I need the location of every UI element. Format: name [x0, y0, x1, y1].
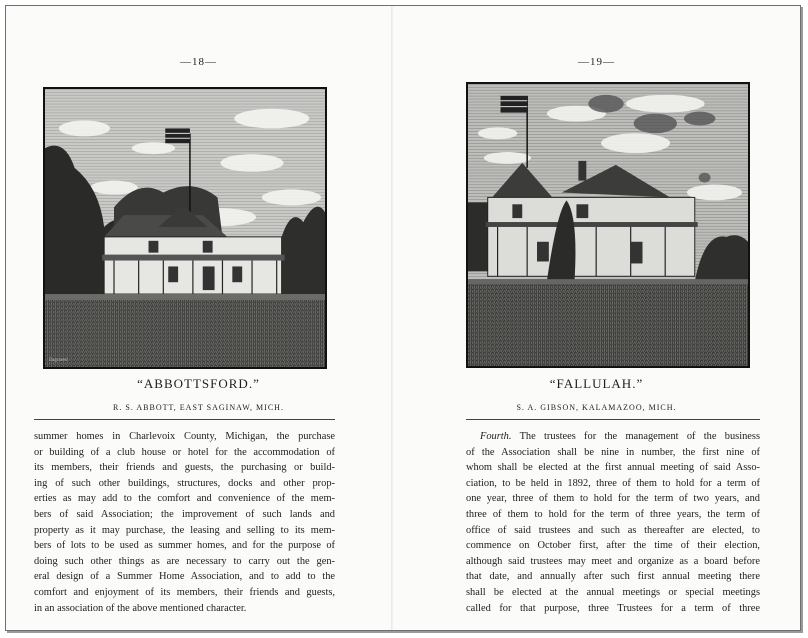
body-text [34, 429, 335, 616]
abbottsford-engraving [43, 87, 327, 369]
right-page [393, 6, 800, 630]
text-line: one year, three of them to hold for the term of two years, and [466, 493, 760, 505]
body-text [466, 429, 760, 616]
page-number: —18— [180, 56, 217, 68]
text-line: ing of such other buildings, structures, docks and other prop- [34, 477, 335, 489]
text-line: bers of said Association; the improvement of such lands and [34, 508, 335, 520]
text-line: summer homes in Charlevoix County, Michigan, the purchase [34, 431, 335, 442]
text-line: although said trustees may meet and organize as a board before [466, 555, 760, 567]
text-line: comfort and enjoyment of its members, their friends and guests, [34, 586, 335, 598]
text-line: of the Association shall be nine in number, the first nine of [466, 446, 760, 458]
left-page [6, 6, 391, 630]
section-label: Fourth. [480, 431, 512, 442]
text-line: that date, and annually after such first annual meeting there [466, 571, 760, 583]
text-line: erties as may add to the comfort and convenience of the mem- [34, 493, 335, 505]
text-line [466, 429, 760, 445]
text-line: office of said trustees and such as thereafter are elected, to [466, 524, 760, 536]
text-line: bers of lots to be used as summer homes, and for the purpose of [34, 540, 335, 552]
cottage-illustration [468, 84, 748, 366]
fallulah-engraving [466, 82, 750, 368]
text-line: three of them to hold for the term of three years, the term of [466, 508, 760, 520]
divider-rule [466, 419, 760, 420]
engraver-mark: Engraved [48, 358, 68, 364]
plate-owner: R. S. ABBOTT, EAST SAGINAW, MICH. [113, 403, 284, 412]
text-line: or building of a club house or hotel for the accommodation of [34, 446, 335, 458]
text-line: doing such other things as are necessary to carry out the gen- [34, 555, 335, 567]
page-number: —19— [578, 56, 615, 68]
divider-rule [34, 419, 335, 420]
text-line: called for that purpose, three Trustees for a term of three [466, 602, 760, 614]
text-line: eral design of a Summer Home Association, and to add to the [34, 571, 335, 583]
text-line: property as it may purchase, the leasing and selling to its mem- [34, 524, 335, 536]
first-line-text: The trustees for the management of the business [511, 431, 760, 442]
text-line: ciation, to be held in 1892, three of them to hold for a term of [466, 477, 760, 489]
text-line: commence on October first, after the time of their election, [466, 540, 760, 552]
text-line: whom shall be elected at the first annual meeting of said Asso- [466, 462, 760, 474]
text-line: its members, their friends and guests, the purchasing or build- [34, 462, 335, 474]
plate-caption: “FALLULAH.” [549, 376, 644, 391]
plate-owner: S. A. GIBSON, KALAMAZOO, MICH. [516, 403, 677, 412]
text-line: shall be elected at the annual meetings or special meetings [466, 586, 760, 598]
cottage-illustration [45, 89, 325, 367]
plate-caption: “ABBOTTSFORD.” [137, 376, 260, 391]
text-line: in an association of the above mentioned character. [34, 602, 247, 614]
